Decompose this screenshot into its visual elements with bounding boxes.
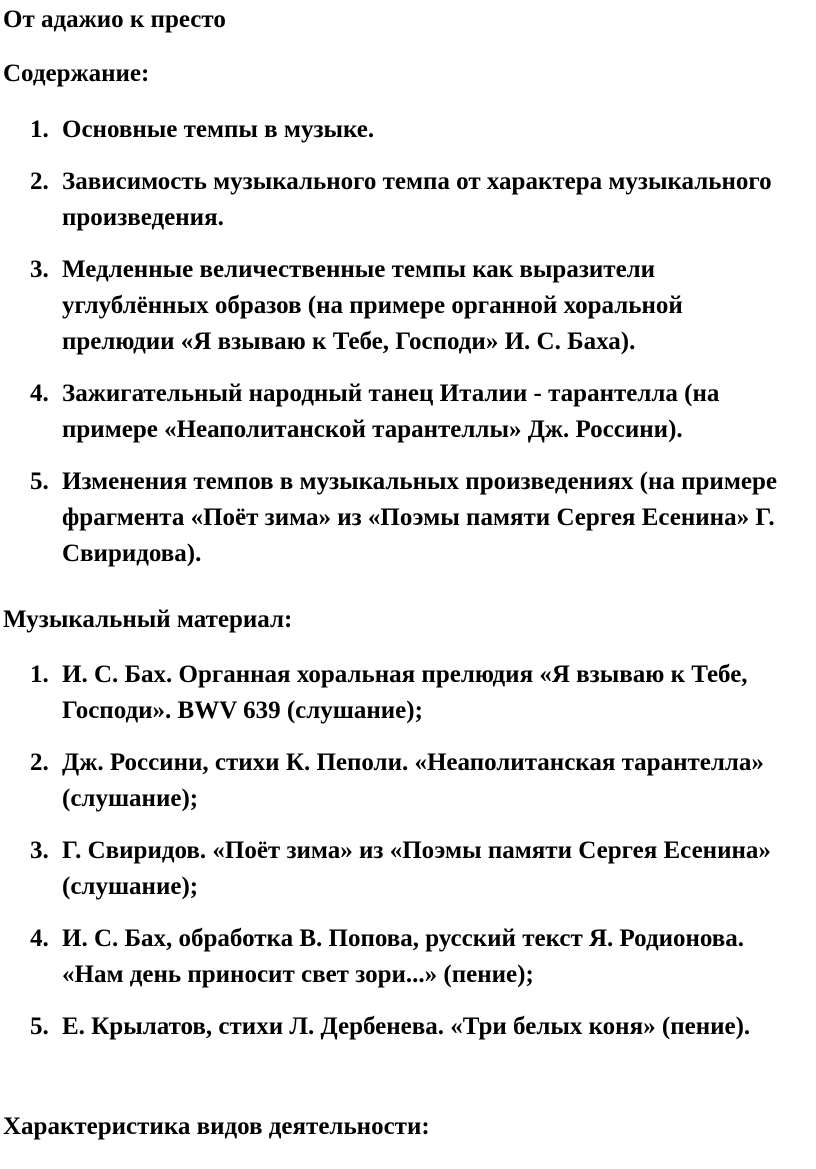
material-item-1 bbox=[0, 657, 792, 729]
material-item-4 bbox=[0, 921, 792, 993]
item-number: 4. bbox=[30, 925, 49, 952]
material-item-5 bbox=[0, 1009, 792, 1045]
contents-item-4 bbox=[0, 376, 792, 448]
item-text: Зажигательный народный танец Италии - тарантелла (на примере «Неаполитанской тарантеллы» Дж. Россини). bbox=[62, 380, 720, 443]
contents-item-3 bbox=[0, 252, 792, 360]
material-heading: Музыкальный материал: bbox=[3, 606, 293, 633]
contents-item-5 bbox=[0, 464, 792, 572]
contents-item-2 bbox=[0, 164, 792, 236]
item-number: 5. bbox=[30, 1013, 49, 1040]
item-text: Зависимость музыкального темпа от характера музыкального произведения. bbox=[62, 168, 772, 231]
item-text: И. С. Бах. Органная хоральная прелюдия «Я взываю к Тебе, Господи». BWV 639 (слушание); bbox=[62, 661, 748, 724]
document-title: От адажио к престо bbox=[3, 6, 226, 33]
item-number: 2. bbox=[30, 749, 49, 776]
item-text: Г. Свиридов. «Поёт зима» из «Поэмы памяти Сергея Есенина» (слушание); bbox=[62, 837, 771, 900]
item-text: Изменения темпов в музыкальных произведениях (на примере фрагмента «Поёт зима» из «Поэмы памяти Сергея Есенина» Г. Свиридова). bbox=[62, 468, 777, 567]
item-text: Е. Крылатов, стихи Л. Дербенева. «Три белых коня» (пение). bbox=[62, 1013, 751, 1040]
contents-heading: Содержание: bbox=[3, 60, 150, 87]
item-number: 1. bbox=[30, 116, 49, 143]
item-text: И. С. Бах, обработка В. Попова, русский текст Я. Родионова. «Нам день приносит свет зори...» (пение); bbox=[62, 925, 745, 988]
material-item-2 bbox=[0, 745, 792, 817]
material-list bbox=[0, 657, 792, 1061]
activities-heading: Характеристика видов деятельности: bbox=[3, 1113, 430, 1140]
item-text: Медленные величественные темпы как выразители углублённых образов (на примере органной хоральной прелюдии «Я взываю к Тебе, Господи» И. С. Баха). bbox=[62, 256, 683, 355]
item-text: Основные темпы в музыке. bbox=[62, 116, 375, 143]
item-number: 3. bbox=[30, 837, 49, 864]
item-number: 3. bbox=[30, 256, 49, 283]
item-number: 4. bbox=[30, 380, 49, 407]
material-item-3 bbox=[0, 833, 792, 905]
contents-item-1 bbox=[0, 112, 792, 148]
item-text: Дж. Россини, стихи К. Пеполи. «Неаполитанская тарантелла» (слушание); bbox=[62, 749, 764, 812]
item-number: 5. bbox=[30, 468, 49, 495]
contents-list bbox=[0, 112, 792, 588]
item-number: 2. bbox=[30, 168, 49, 195]
item-number: 1. bbox=[30, 661, 49, 688]
